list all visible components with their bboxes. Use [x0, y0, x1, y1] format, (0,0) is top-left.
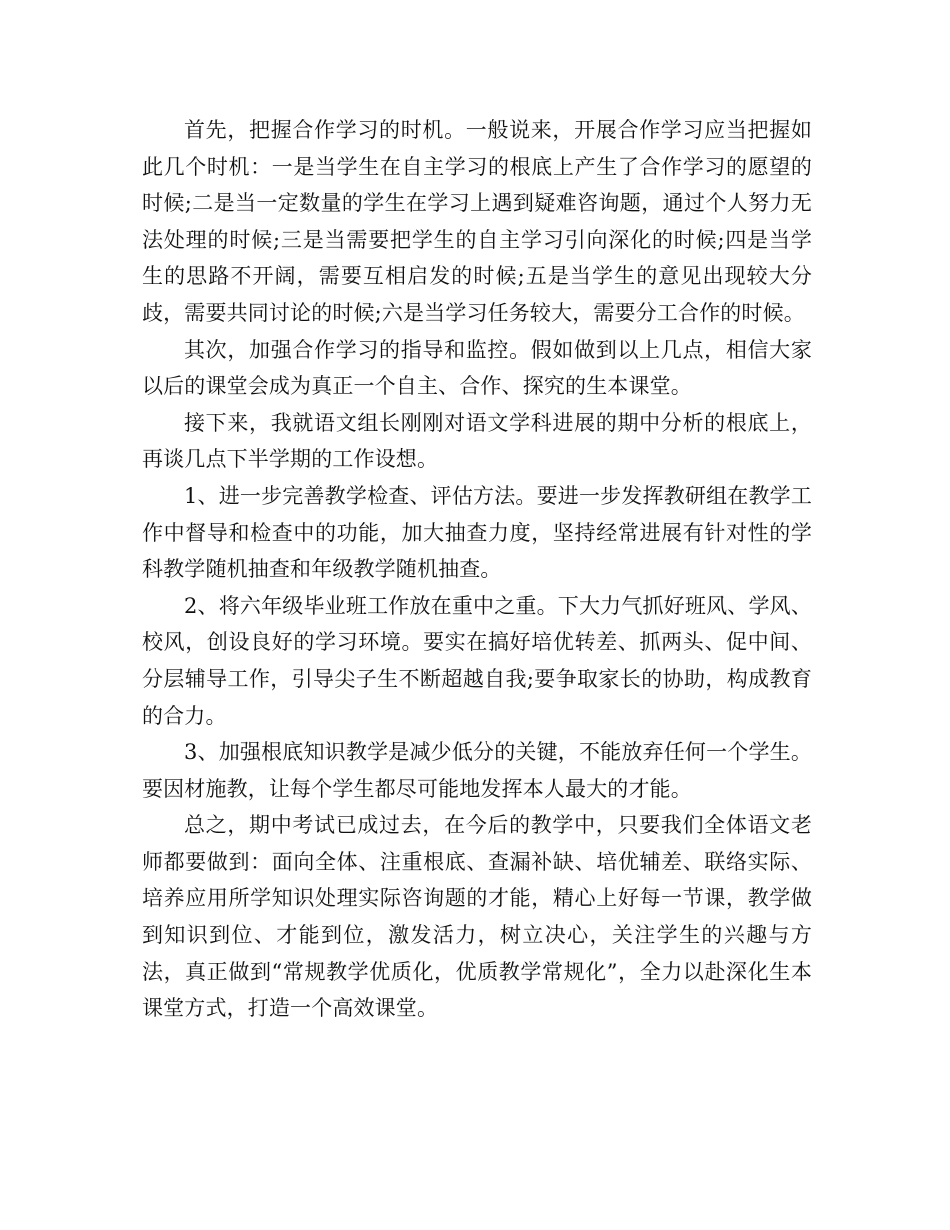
paragraph-next-plans-intro: 接下来，我就语文组长刚刚对语文学科进展的期中分析的根底上，再谈几点下半学期的工作设想。 [142, 410, 812, 472]
paragraph-plan-item-3: 3、加强根底知识教学是减少低分的关键，不能放弃任何一个学生。要因材施教，让每个学生都尽可能地发挥本人最大的才能。 [142, 740, 812, 801]
paragraph-plan-item-2: 2、将六年级毕业班工作放在重中之重。下大力气抓好班风、学风、校风，创设良好的学习环境。要实在搞好培优转差、抓两头、促中间、分层辅导工作，引导尖子生不断超越自我;要争取家长的协助，构成教育的合力。 [142, 593, 812, 728]
paragraph-cooperative-timing: 首先，把握合作学习的时机。一般说来，开展合作学习应当把握如此几个时机：一是当学生在自主学习的根底上产生了合作学习的愿望的时候;二是当一定数量的学生在学习上遇到疑难咨询题，通过个人努力无法处理的时候;三是当需要把学生的自主学习引向深化的时候;四是当学生的思路不开阔，需要互相启发的时候;五是当学生的意见出现较大分歧，需要共同讨论的时候;六是当学习任务较大，需要分工合作的时候。 [142, 118, 812, 325]
paragraph-plan-item-1: 1、进一步完善教学检查、评估方法。要进一步发挥教研组在教学工作中督导和检查中的功能，加大抽查力度，坚持经常进展有针对性的学科教学随机抽查和年级教学随机抽查。 [142, 483, 812, 582]
paragraph-guidance-monitoring: 其次，加强合作学习的指导和监控。假如做到以上几点，相信大家以后的课堂会成为真正一个自主、合作、探究的生本课堂。 [142, 337, 812, 399]
paragraph-summary: 总之，期中考试已成过去，在今后的教学中，只要我们全体语文老师都要做到：面向全体、注重根底、查漏补缺、培优辅差、联络实际、培养应用所学知识处理实际咨询题的才能，精心上好每一节课，教学做到知识到位、才能到位，激发活力，树立决心，关注学生的兴趣与方法，真正做到“常规教学优质化，优质教学常规化”，全力以赴深化生本课堂方式，打造一个高效课堂。 [142, 813, 812, 1021]
document-body [142, 112, 812, 1027]
